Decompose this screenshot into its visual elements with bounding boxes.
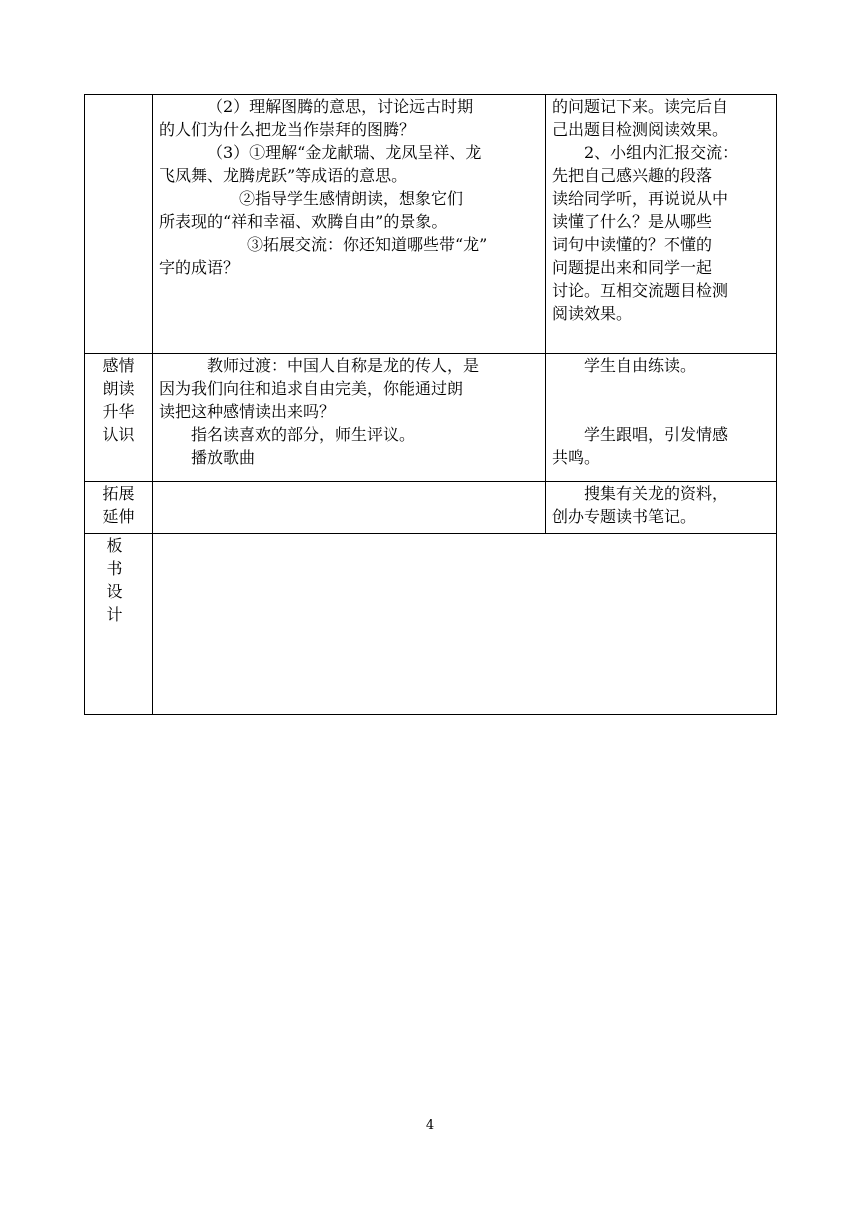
table-row: [85, 482, 777, 534]
stage-label: 朗读: [102, 379, 135, 398]
table-row: [85, 534, 777, 715]
text-line: 教师过渡：中国人自称是龙的传人，是: [207, 356, 480, 375]
text-line: 飞凤舞、龙腾虎跃”等成语的意思。: [159, 166, 408, 185]
blank-line: [552, 377, 770, 400]
text-line: 讨论。互相交流题目检测: [552, 281, 729, 300]
stage-label-cell: [85, 534, 153, 715]
text-line: ③拓展交流：你还知道哪些带“龙”: [247, 235, 488, 254]
teacher-activity-cell: [153, 482, 546, 534]
stage-label: 感情: [102, 356, 135, 375]
text-line: 阅读效果。: [552, 304, 633, 323]
text-line: 读把这种感情读出来吗？: [159, 402, 336, 421]
text-line: 的问题记下来。读完后自: [552, 97, 729, 116]
blank-line: [552, 400, 770, 423]
text-line: 字的成语？: [159, 258, 240, 277]
teacher-activity-cell: [153, 95, 546, 354]
text-line: （2）理解图腾的意思，讨论远古时期: [207, 97, 474, 116]
text-line: 学生自由练读。: [584, 356, 697, 375]
text-line: 2、小组内汇报交流：: [584, 143, 739, 162]
text-line: 词句中读懂的？不懂的: [552, 235, 713, 254]
text-line: ②指导学生感情朗读，想象它们: [239, 189, 464, 208]
text-line: 先把自己感兴趣的段落: [552, 166, 713, 185]
stage-label: 板 书: [106, 536, 131, 578]
text-line: 搜集有关龙的资料，: [584, 484, 729, 503]
student-activity-cell: [546, 482, 777, 534]
stage-label: 认识: [102, 425, 135, 444]
stage-label: 设 计: [106, 582, 131, 624]
text-line: 播放歌曲: [191, 448, 256, 467]
text-line: 的人们为什么把龙当作崇拜的图腾？: [159, 120, 416, 139]
table-row: [85, 354, 777, 482]
lesson-plan-table: [84, 94, 777, 715]
text-line: 学生跟唱，引发情感: [584, 425, 729, 444]
text-line: 所表现的“祥和幸福、欢腾自由”的景象。: [159, 212, 448, 231]
text-line: 共鸣。: [552, 448, 601, 467]
stage-label-cell: [85, 95, 153, 354]
table-row: [85, 95, 777, 354]
stage-label-cell: [85, 482, 153, 534]
text-line: 己出题目检测阅读效果。: [552, 120, 729, 139]
board-design-cell: [153, 534, 777, 715]
text-line: （3）①理解“金龙献瑞、龙凤呈祥、龙: [207, 143, 482, 162]
stage-label: 升华: [102, 402, 135, 421]
stage-label: 拓展: [102, 484, 135, 503]
page-number: 4: [425, 1118, 435, 1133]
stage-label: 延伸: [102, 507, 135, 526]
teacher-activity-cell: [153, 354, 546, 482]
text-line: 问题提出来和同学一起: [552, 258, 713, 277]
student-activity-cell: [546, 95, 777, 354]
text-line: 读懂了什么？是从哪些: [552, 212, 713, 231]
text-line: 创办专题读书笔记。: [552, 507, 697, 526]
text-line: 因为我们向往和追求自由完美，你能通过朗: [159, 379, 464, 398]
text-line: 指名读喜欢的部分，师生评议。: [191, 425, 416, 444]
stage-label-cell: [85, 354, 153, 482]
student-activity-cell: [546, 354, 777, 482]
text-line: 读给同学听，再说说从中: [552, 189, 729, 208]
